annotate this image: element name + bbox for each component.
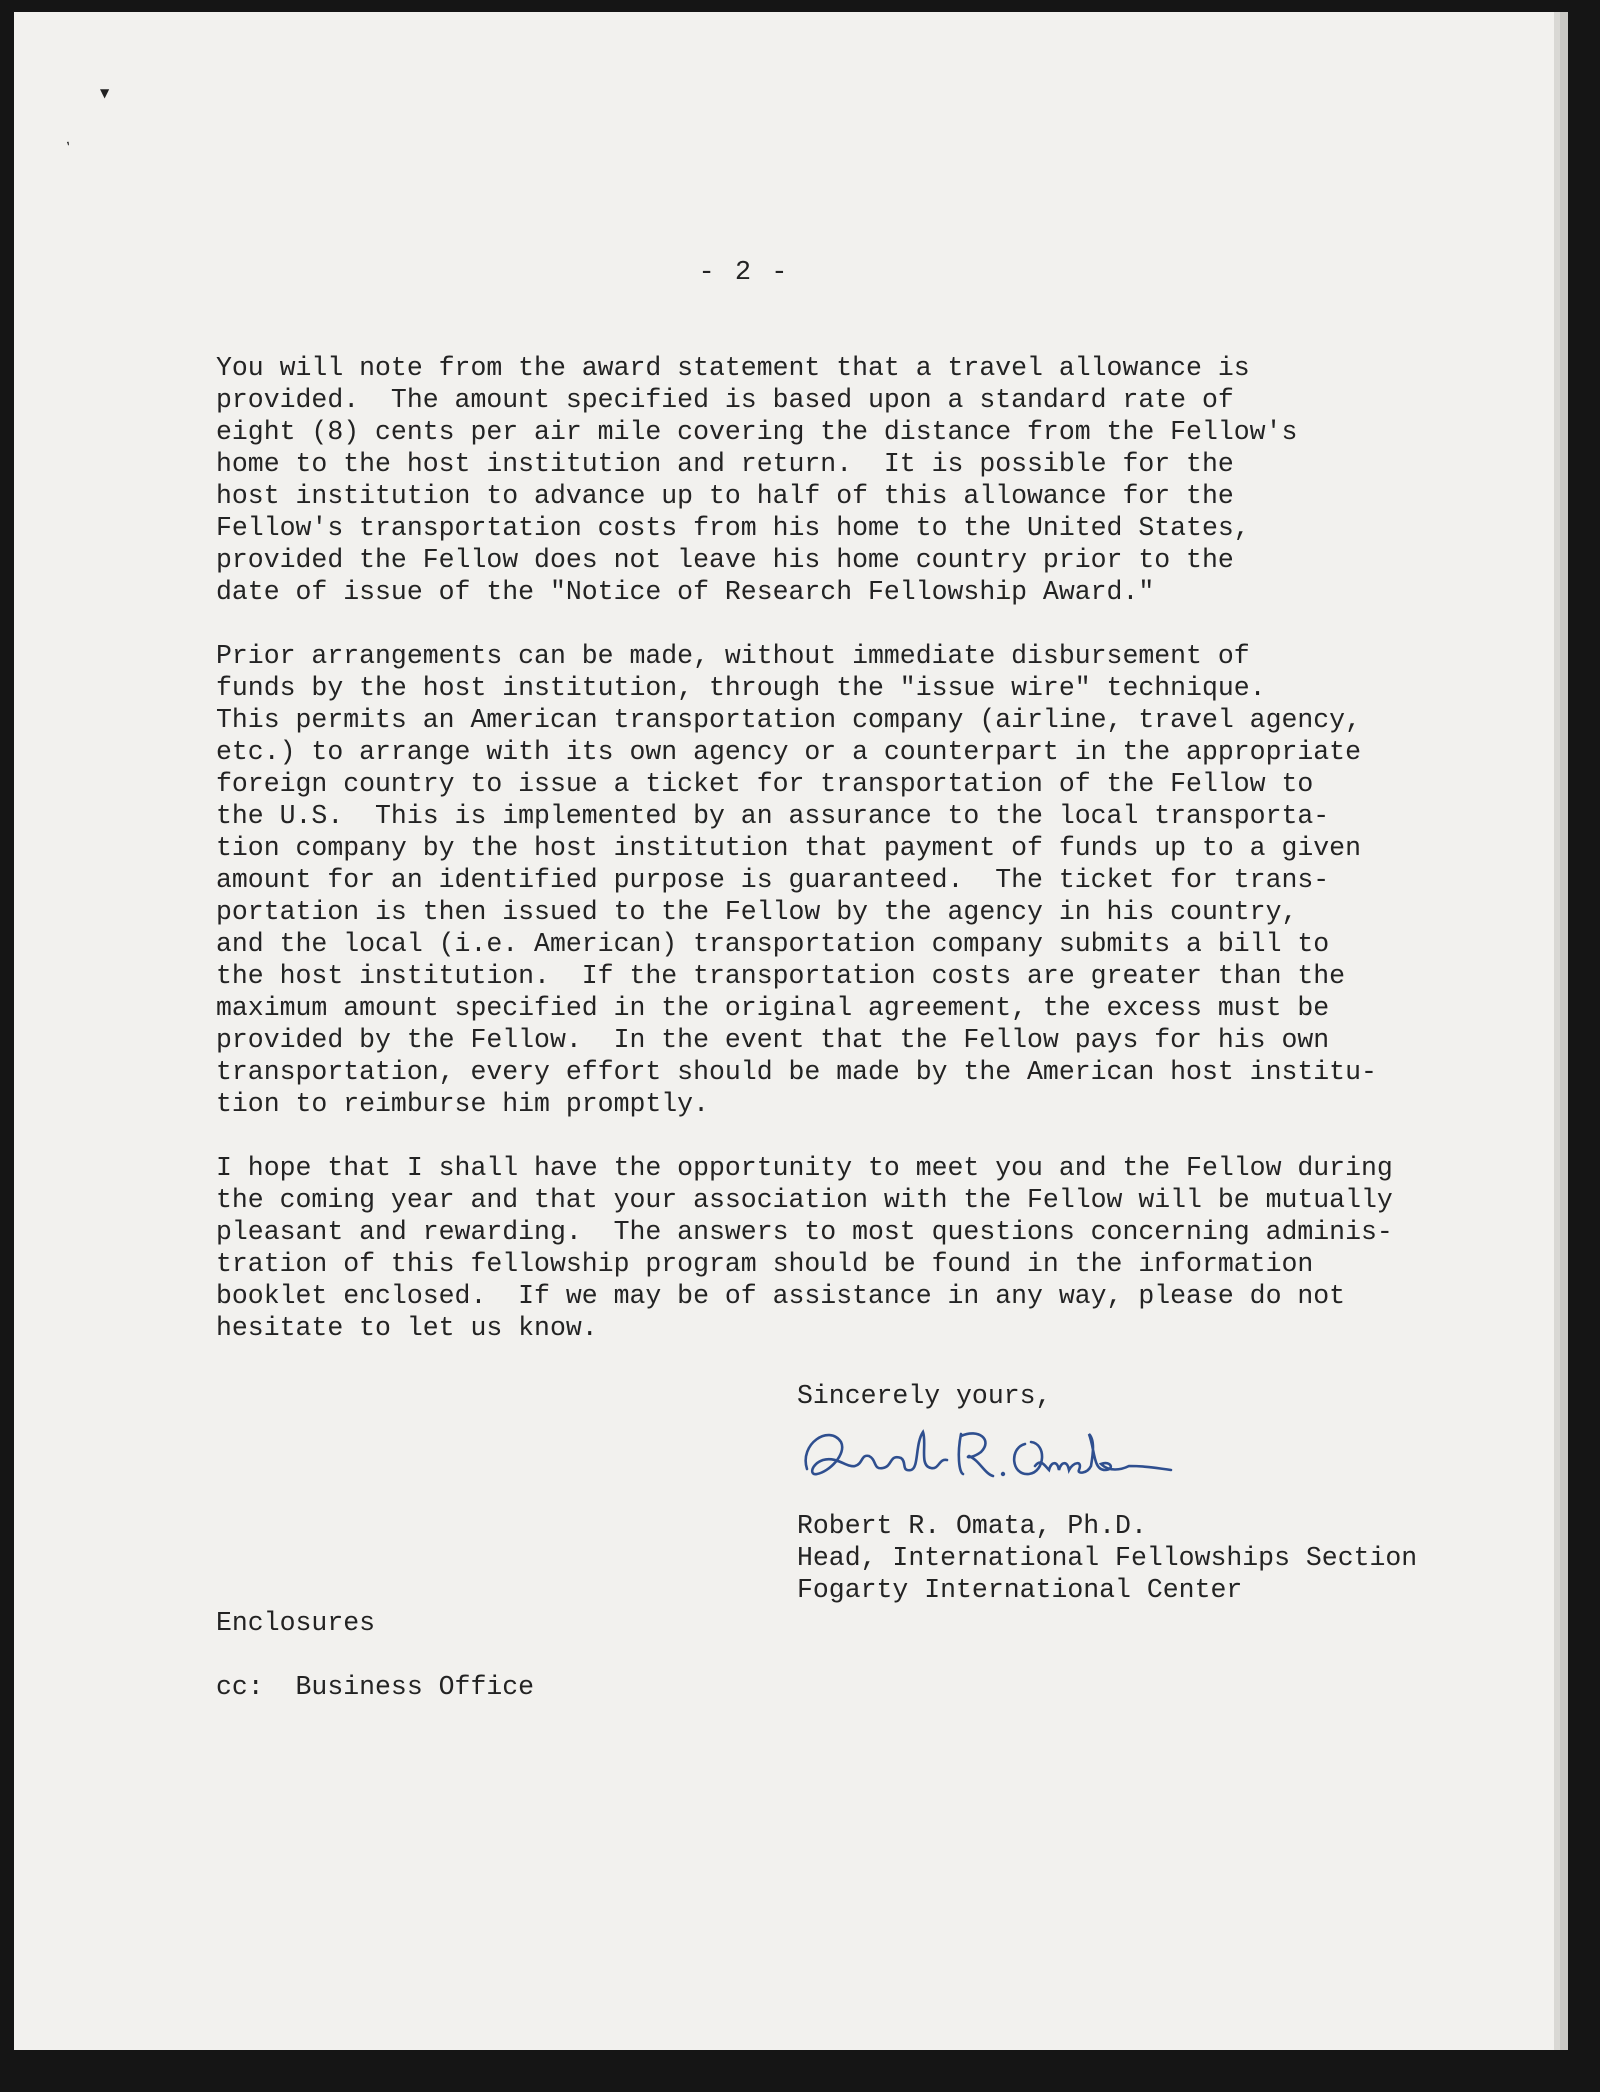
page-number: - 2 -: [698, 258, 790, 288]
text-line: tration of this fellowship program should be found in the information: [216, 1249, 1314, 1279]
paragraph-issue-wire: [216, 640, 1466, 1120]
text-line: This permits an American transportation company (airline, travel agency,: [216, 705, 1361, 735]
text-line: foreign country to issue a ticket for transportation of the Fellow to: [216, 769, 1314, 799]
text-line: pleasant and rewarding. The answers to most questions concerning adminis-: [216, 1217, 1393, 1247]
signature-block: [797, 1510, 1417, 1606]
signer-organization: Fogarty International Center: [797, 1575, 1243, 1605]
paragraph-closing-remarks: [216, 1152, 1466, 1344]
text-line: You will note from the award statement that a travel allowance is: [216, 353, 1250, 383]
text-line: tion company by the host institution that payment of funds up to a given: [216, 833, 1361, 863]
text-line: I hope that I shall have the opportunity to meet you and the Fellow during: [216, 1153, 1393, 1183]
stray-mark-icon: ▼: [100, 86, 110, 100]
text-line: maximum amount specified in the original agreement, the excess must be: [216, 993, 1330, 1023]
text-line: and the local (i.e. American) transportation company submits a bill to: [216, 929, 1330, 959]
text-line: amount for an identified purpose is guaranteed. The ticket for trans-: [216, 865, 1330, 895]
text-line: hesitate to let us know.: [216, 1313, 598, 1343]
stray-mark-icon: ‚: [60, 131, 73, 149]
text-line: eight (8) cents per air mile covering the distance from the Fellow's: [216, 417, 1298, 447]
text-line: the coming year and that your association with the Fellow will be mutually: [216, 1185, 1393, 1215]
text-line: date of issue of the "Notice of Research Fellowship Award.": [216, 577, 1155, 607]
text-line: funds by the host institution, through the "issue wire" technique.: [216, 673, 1266, 703]
handwritten-signature-image: [789, 1414, 1189, 1504]
cc-note: cc: Business Office: [216, 1672, 535, 1702]
page-edge: [1560, 12, 1568, 2050]
text-line: provided by the Fellow. In the event that the Fellow pays for his own: [216, 1025, 1330, 1055]
text-line: tion to reimburse him promptly.: [216, 1089, 709, 1119]
text-line: the host institution. If the transportation costs are greater than the: [216, 961, 1346, 991]
paragraph-travel-allowance: [216, 352, 1466, 608]
text-line: Prior arrangements can be made, without immediate disbursement of: [216, 641, 1250, 671]
text-line: host institution to advance up to half of this allowance for the: [216, 481, 1234, 511]
text-line: provided. The amount specified is based upon a standard rate of: [216, 385, 1234, 415]
signer-title: Head, International Fellowships Section: [797, 1543, 1418, 1573]
text-line: etc.) to arrange with its own agency or a counterpart in the appropriate: [216, 737, 1361, 767]
text-line: Fellow's transportation costs from his home to the United States,: [216, 513, 1250, 543]
letter-body: [216, 352, 1466, 1376]
text-line: provided the Fellow does not leave his home country prior to the: [216, 545, 1234, 575]
enclosures-note: Enclosures: [216, 1608, 376, 1638]
text-line: transportation, every effort should be made by the American host institu-: [216, 1057, 1377, 1087]
text-line: booklet enclosed. If we may be of assistance in any way, please do not: [216, 1281, 1346, 1311]
text-line: portation is then issued to the Fellow by the agency in his country,: [216, 897, 1298, 927]
letter-page: [14, 12, 1560, 2050]
text-line: home to the host institution and return. It is possible for the: [216, 449, 1234, 479]
closing-salutation: Sincerely yours,: [797, 1381, 1052, 1411]
signer-name: Robert R. Omata, Ph.D.: [797, 1511, 1147, 1541]
text-line: the U.S. This is implemented by an assurance to the local transporta-: [216, 801, 1330, 831]
